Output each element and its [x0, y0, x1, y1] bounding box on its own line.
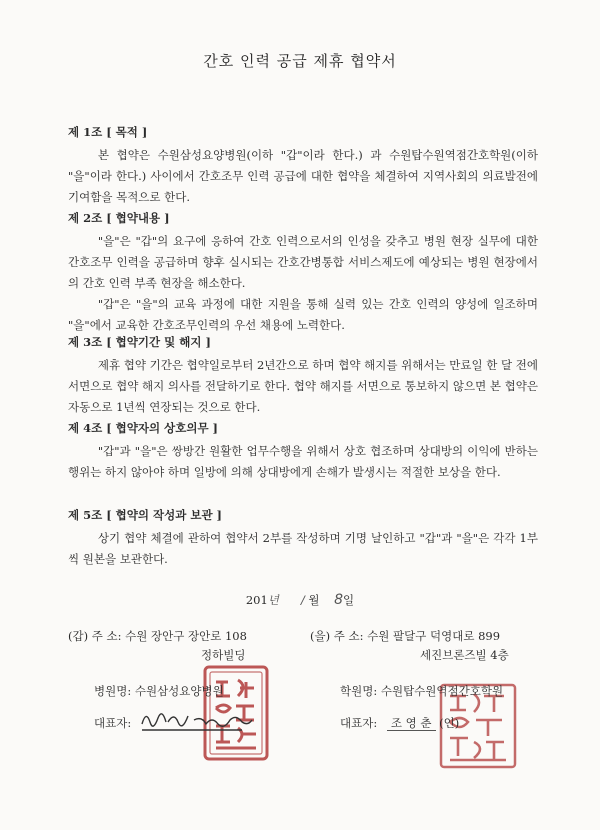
party-b-name-label: 학원명:: [340, 684, 378, 698]
party-b-rep-row: [340, 714, 540, 733]
party-a-address-line2: 정하빌딩: [201, 648, 246, 662]
party-a-name: 수원삼성요양병원: [134, 684, 224, 698]
party-a-address: [68, 627, 328, 665]
party-a-signature: [138, 702, 266, 736]
article-paragraph: "갑"과 "을"은 쌍방간 원활한 업무수행을 위해서 상호 협조하며 상대방의 이익에 반하는 행위는 하지 않아야 하며 일방에 의해 상대방에게 손해가 발생시는 적절한 보상을 한다.: [68, 444, 538, 479]
party-b-address: [310, 627, 560, 665]
party-b-rep-name: 조 영 춘: [387, 716, 436, 731]
party-a-name-row: [94, 682, 274, 701]
article-heading: 제 4조 [ 협약자의 상호의무 ]: [68, 421, 218, 435]
date-year: 201: [245, 593, 268, 607]
article-paragraph: 본 협약은 수원삼성요양병원(이하 "갑"이라 한다.) 과 수원탑수원역점간호학원(이하 "을"이라 한다.) 사이에서 간호조무 인력 공급에 대한 협약을 체결하여 지역사회의 의료발전에 기여함을 목적으로 한다.: [68, 148, 538, 204]
article-5: [68, 505, 538, 570]
article-paragraph: 제휴 협약 기간은 협약일로부터 2년간으로 하며 협약 해지를 위해서는 만료일 한 달 전에 서면으로 협약 해지 의사를 전달하기로 한다. 협약 해지를 서면으로 통보하지 않으면 본 협약은 자동으로 1년씩 연장되는 것으로 한다.: [68, 358, 538, 414]
article-4: [68, 418, 538, 483]
date-month-value: /: [300, 593, 305, 607]
party-a-name-label: 병원명:: [94, 684, 132, 698]
date-day-value: 8: [334, 592, 344, 608]
agreement-date: [0, 592, 600, 608]
party-a-rep-label: 대표자:: [94, 716, 132, 730]
article-paragraph: "갑"은 "을"의 교육 과정에 대한 지원을 통해 실력 있는 간호 인력의 양성에 일조하며 "을"에서 교육한 간호조무인력의 우선 채용에 노력한다.: [68, 297, 538, 332]
party-b-address-label: (을) 주 소:: [310, 629, 364, 643]
article-1: [68, 122, 538, 208]
party-b-address-line1: 수원 팔달구 덕영대로 899: [367, 629, 501, 643]
article-2: [68, 208, 538, 336]
date-month-label: 월: [308, 593, 320, 607]
article-heading: 제 5조 [ 협약의 작성과 보관 ]: [68, 508, 222, 522]
party-a-address-line1: 수원 장안구 장안로 108: [125, 629, 247, 643]
party-b-name: 수원탑수원역점간호학원: [380, 684, 504, 698]
article-paragraph: "을"은 "갑"의 요구에 응하여 간호 인력으로서의 인성을 갖추고 병원 현장 실무에 대한 간호조무 인력을 공급하며 향후 실시되는 간호간병통합 서비스제도에 예상되는 병원 현장에서의 간호 인력 부족 현장을 해소한다.: [68, 234, 538, 290]
article-heading: 제 3조 [ 협약기간 및 해지 ]: [68, 335, 211, 349]
article-heading: 제 2조 [ 협약내용 ]: [68, 211, 170, 225]
document-title: 간호 인력 공급 제휴 협약서: [203, 52, 397, 70]
party-a-address-label: (갑) 주 소:: [68, 629, 122, 643]
date-year-suffix: 년: [267, 593, 279, 607]
article-3: [68, 332, 538, 418]
date-day-label: 일: [343, 593, 355, 607]
party-b-address-line2: 세진브론즈빌 4층: [420, 648, 509, 662]
party-b-rep-label: 대표자:: [340, 716, 378, 730]
article-paragraph: 상기 협약 체결에 관하여 협약서 2부를 작성하며 기명 날인하고 "갑"과 "을"은 각각 1부씩 원본을 보관한다.: [68, 531, 538, 566]
party-b-rep-stamp-mark: (인): [439, 716, 460, 730]
article-heading: 제 1조 [ 목적 ]: [68, 125, 148, 139]
party-b-name-row: [340, 682, 540, 701]
